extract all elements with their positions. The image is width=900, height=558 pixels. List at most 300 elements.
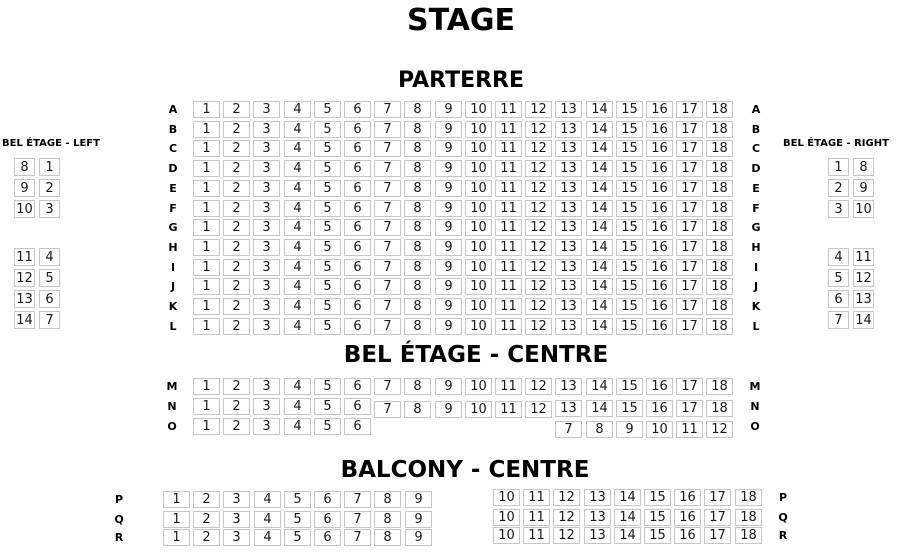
seat-parterre-d-3[interactable]: 3 — [253, 160, 280, 177]
seat-bel-etage-right-1[interactable]: 1 — [828, 158, 849, 176]
seat-parterre-b-17[interactable]: 17 — [676, 121, 703, 138]
seat-parterre-a-13[interactable]: 13 — [555, 101, 582, 118]
seat-parterre-b-3[interactable]: 3 — [253, 121, 280, 138]
seat-parterre-k-1[interactable]: 1 — [193, 298, 220, 315]
seat-bel-etage-left-8[interactable]: 8 — [14, 158, 35, 176]
seat-balcony-centre-q-1[interactable]: 1 — [163, 511, 190, 528]
seat-bel-etage-right-12[interactable]: 12 — [853, 269, 874, 287]
seat-parterre-b-10[interactable]: 10 — [465, 121, 492, 138]
seat-parterre-l-6[interactable]: 6 — [344, 318, 371, 335]
seat-parterre-e-10[interactable]: 10 — [465, 180, 492, 197]
seat-parterre-g-5[interactable]: 5 — [314, 219, 341, 236]
seat-balcony-centre-q-8[interactable]: 8 — [374, 511, 401, 528]
seat-parterre-j-3[interactable]: 3 — [253, 278, 280, 295]
seat-bel-etage-right-7[interactable]: 7 — [828, 311, 849, 329]
seat-parterre-f-5[interactable]: 5 — [314, 200, 341, 217]
seat-balcony-centre-p-13[interactable]: 13 — [584, 489, 611, 506]
seat-bel-etage-centre-n-16[interactable]: 16 — [646, 400, 673, 417]
seat-parterre-c-6[interactable]: 6 — [344, 140, 371, 157]
seat-balcony-centre-r-3[interactable]: 3 — [223, 529, 250, 546]
seat-bel-etage-centre-n-13[interactable]: 13 — [555, 400, 582, 417]
seat-parterre-e-7[interactable]: 7 — [374, 180, 401, 197]
seat-parterre-a-4[interactable]: 4 — [284, 101, 311, 118]
seat-bel-etage-centre-n-1[interactable]: 1 — [193, 398, 220, 415]
seat-parterre-e-1[interactable]: 1 — [193, 180, 220, 197]
seat-bel-etage-centre-n-6[interactable]: 6 — [344, 398, 371, 415]
seat-parterre-j-16[interactable]: 16 — [646, 278, 673, 295]
seat-parterre-k-10[interactable]: 10 — [465, 298, 492, 315]
seat-balcony-centre-r-2[interactable]: 2 — [193, 529, 220, 546]
seat-balcony-centre-r-10[interactable]: 10 — [493, 527, 520, 544]
seat-bel-etage-centre-m-17[interactable]: 17 — [676, 378, 703, 395]
seat-parterre-a-14[interactable]: 14 — [586, 101, 613, 118]
seat-parterre-d-17[interactable]: 17 — [676, 160, 703, 177]
seat-parterre-l-14[interactable]: 14 — [586, 318, 613, 335]
seat-parterre-e-15[interactable]: 15 — [616, 180, 643, 197]
seat-parterre-g-2[interactable]: 2 — [223, 219, 250, 236]
seat-parterre-c-15[interactable]: 15 — [616, 140, 643, 157]
seat-parterre-e-5[interactable]: 5 — [314, 180, 341, 197]
seat-bel-etage-centre-o-8[interactable]: 8 — [586, 421, 613, 438]
seat-balcony-centre-p-3[interactable]: 3 — [223, 491, 250, 508]
seat-bel-etage-centre-m-18[interactable]: 18 — [706, 378, 733, 395]
seat-parterre-g-7[interactable]: 7 — [374, 219, 401, 236]
seat-parterre-f-9[interactable]: 9 — [435, 200, 462, 217]
seat-balcony-centre-p-9[interactable]: 9 — [405, 491, 432, 508]
seat-parterre-j-10[interactable]: 10 — [465, 278, 492, 295]
seat-parterre-f-2[interactable]: 2 — [223, 200, 250, 217]
seat-balcony-centre-p-16[interactable]: 16 — [674, 489, 701, 506]
seat-parterre-d-16[interactable]: 16 — [646, 160, 673, 177]
seat-parterre-g-4[interactable]: 4 — [284, 219, 311, 236]
seat-parterre-d-2[interactable]: 2 — [223, 160, 250, 177]
seat-parterre-c-2[interactable]: 2 — [223, 140, 250, 157]
seat-balcony-centre-q-18[interactable]: 18 — [735, 509, 762, 526]
seat-balcony-centre-q-6[interactable]: 6 — [314, 511, 341, 528]
seat-parterre-d-1[interactable]: 1 — [193, 160, 220, 177]
seat-parterre-i-1[interactable]: 1 — [193, 259, 220, 276]
seat-parterre-f-10[interactable]: 10 — [465, 200, 492, 217]
seat-parterre-f-14[interactable]: 14 — [586, 200, 613, 217]
seat-bel-etage-centre-n-12[interactable]: 12 — [525, 401, 552, 418]
seat-parterre-c-10[interactable]: 10 — [465, 140, 492, 157]
seat-parterre-j-15[interactable]: 15 — [616, 278, 643, 295]
seat-parterre-a-7[interactable]: 7 — [374, 101, 401, 118]
seat-parterre-f-7[interactable]: 7 — [374, 200, 401, 217]
seat-parterre-f-13[interactable]: 13 — [555, 200, 582, 217]
seat-balcony-centre-r-16[interactable]: 16 — [674, 527, 701, 544]
seat-parterre-h-3[interactable]: 3 — [253, 239, 280, 256]
seat-bel-etage-centre-n-9[interactable]: 9 — [435, 401, 462, 418]
seat-bel-etage-centre-n-5[interactable]: 5 — [314, 398, 341, 415]
seat-parterre-j-9[interactable]: 9 — [435, 278, 462, 295]
seat-bel-etage-centre-n-14[interactable]: 14 — [586, 400, 613, 417]
seat-bel-etage-centre-m-5[interactable]: 5 — [314, 378, 341, 395]
seat-parterre-h-4[interactable]: 4 — [284, 239, 311, 256]
seat-parterre-b-6[interactable]: 6 — [344, 121, 371, 138]
seat-parterre-c-12[interactable]: 12 — [525, 140, 552, 157]
seat-balcony-centre-r-18[interactable]: 18 — [735, 527, 762, 544]
seat-parterre-h-7[interactable]: 7 — [374, 239, 401, 256]
seat-balcony-centre-p-17[interactable]: 17 — [704, 489, 731, 506]
seat-balcony-centre-q-16[interactable]: 16 — [674, 509, 701, 526]
seat-parterre-g-11[interactable]: 11 — [495, 219, 522, 236]
seat-parterre-l-3[interactable]: 3 — [253, 318, 280, 335]
seat-parterre-a-15[interactable]: 15 — [616, 101, 643, 118]
seat-parterre-l-8[interactable]: 8 — [404, 318, 431, 335]
seat-parterre-a-5[interactable]: 5 — [314, 101, 341, 118]
seat-parterre-c-14[interactable]: 14 — [586, 140, 613, 157]
seat-parterre-i-15[interactable]: 15 — [616, 259, 643, 276]
seat-parterre-e-3[interactable]: 3 — [253, 180, 280, 197]
seat-parterre-h-8[interactable]: 8 — [404, 239, 431, 256]
seat-balcony-centre-p-18[interactable]: 18 — [735, 489, 762, 506]
seat-parterre-d-7[interactable]: 7 — [374, 160, 401, 177]
seat-parterre-f-17[interactable]: 17 — [676, 200, 703, 217]
seat-parterre-e-11[interactable]: 11 — [495, 180, 522, 197]
seat-parterre-f-15[interactable]: 15 — [616, 200, 643, 217]
seat-parterre-h-5[interactable]: 5 — [314, 239, 341, 256]
seat-balcony-centre-p-4[interactable]: 4 — [254, 491, 281, 508]
seat-balcony-centre-r-8[interactable]: 8 — [374, 529, 401, 546]
seat-parterre-d-12[interactable]: 12 — [525, 160, 552, 177]
seat-parterre-a-6[interactable]: 6 — [344, 101, 371, 118]
seat-bel-etage-centre-n-15[interactable]: 15 — [616, 400, 643, 417]
seat-parterre-b-4[interactable]: 4 — [284, 121, 311, 138]
seat-parterre-d-5[interactable]: 5 — [314, 160, 341, 177]
seat-parterre-g-8[interactable]: 8 — [404, 219, 431, 236]
seat-parterre-h-17[interactable]: 17 — [676, 239, 703, 256]
seat-balcony-centre-p-10[interactable]: 10 — [493, 489, 520, 506]
seat-balcony-centre-r-15[interactable]: 15 — [644, 527, 671, 544]
seat-parterre-e-12[interactable]: 12 — [525, 180, 552, 197]
seat-bel-etage-right-9[interactable]: 9 — [853, 179, 874, 197]
seat-balcony-centre-p-12[interactable]: 12 — [553, 489, 580, 506]
seat-bel-etage-centre-n-11[interactable]: 11 — [495, 401, 522, 418]
seat-parterre-c-1[interactable]: 1 — [193, 140, 220, 157]
seat-bel-etage-centre-n-18[interactable]: 18 — [706, 400, 733, 417]
seat-bel-etage-centre-m-9[interactable]: 9 — [435, 378, 462, 395]
seat-bel-etage-left-5[interactable]: 5 — [39, 269, 60, 287]
seat-parterre-l-12[interactable]: 12 — [525, 318, 552, 335]
seat-bel-etage-centre-o-1[interactable]: 1 — [193, 418, 220, 435]
seat-bel-etage-centre-m-11[interactable]: 11 — [495, 378, 522, 395]
seat-parterre-c-13[interactable]: 13 — [555, 140, 582, 157]
seat-parterre-c-4[interactable]: 4 — [284, 140, 311, 157]
seat-parterre-b-8[interactable]: 8 — [404, 121, 431, 138]
seat-parterre-i-17[interactable]: 17 — [676, 259, 703, 276]
seat-bel-etage-left-10[interactable]: 10 — [14, 200, 35, 218]
seat-parterre-f-8[interactable]: 8 — [404, 200, 431, 217]
seat-parterre-h-6[interactable]: 6 — [344, 239, 371, 256]
seat-bel-etage-centre-o-4[interactable]: 4 — [284, 418, 311, 435]
seat-parterre-k-16[interactable]: 16 — [646, 298, 673, 315]
seat-parterre-h-10[interactable]: 10 — [465, 239, 492, 256]
seat-bel-etage-right-6[interactable]: 6 — [828, 290, 849, 308]
seat-parterre-b-7[interactable]: 7 — [374, 121, 401, 138]
seat-bel-etage-right-14[interactable]: 14 — [853, 311, 874, 329]
seat-balcony-centre-q-14[interactable]: 14 — [614, 509, 641, 526]
seat-parterre-i-16[interactable]: 16 — [646, 259, 673, 276]
seat-parterre-g-1[interactable]: 1 — [193, 219, 220, 236]
seat-parterre-g-12[interactable]: 12 — [525, 219, 552, 236]
seat-balcony-centre-r-11[interactable]: 11 — [523, 527, 550, 544]
seat-parterre-i-7[interactable]: 7 — [374, 259, 401, 276]
seat-parterre-f-6[interactable]: 6 — [344, 200, 371, 217]
seat-parterre-j-8[interactable]: 8 — [404, 278, 431, 295]
seat-parterre-i-14[interactable]: 14 — [586, 259, 613, 276]
seat-parterre-l-18[interactable]: 18 — [706, 318, 733, 335]
seat-bel-etage-left-6[interactable]: 6 — [39, 290, 60, 308]
seat-parterre-f-11[interactable]: 11 — [495, 200, 522, 217]
seat-parterre-h-16[interactable]: 16 — [646, 239, 673, 256]
seat-balcony-centre-p-1[interactable]: 1 — [163, 491, 190, 508]
seat-parterre-d-14[interactable]: 14 — [586, 160, 613, 177]
seat-balcony-centre-q-12[interactable]: 12 — [553, 509, 580, 526]
seat-parterre-k-15[interactable]: 15 — [616, 298, 643, 315]
seat-parterre-d-6[interactable]: 6 — [344, 160, 371, 177]
seat-parterre-i-8[interactable]: 8 — [404, 259, 431, 276]
seat-bel-etage-centre-m-14[interactable]: 14 — [586, 378, 613, 395]
seat-parterre-e-6[interactable]: 6 — [344, 180, 371, 197]
seat-balcony-centre-q-13[interactable]: 13 — [584, 509, 611, 526]
seat-parterre-l-4[interactable]: 4 — [284, 318, 311, 335]
seat-bel-etage-centre-m-2[interactable]: 2 — [223, 378, 250, 395]
seat-balcony-centre-p-5[interactable]: 5 — [284, 491, 311, 508]
seat-parterre-i-12[interactable]: 12 — [525, 259, 552, 276]
seat-bel-etage-right-11[interactable]: 11 — [853, 248, 874, 266]
seat-parterre-a-1[interactable]: 1 — [193, 101, 220, 118]
seat-bel-etage-centre-o-2[interactable]: 2 — [223, 418, 250, 435]
seat-bel-etage-left-11[interactable]: 11 — [14, 248, 35, 266]
seat-bel-etage-left-13[interactable]: 13 — [14, 290, 35, 308]
seat-bel-etage-centre-m-8[interactable]: 8 — [404, 378, 431, 395]
seat-parterre-h-11[interactable]: 11 — [495, 239, 522, 256]
seat-bel-etage-centre-m-15[interactable]: 15 — [616, 378, 643, 395]
seat-parterre-k-5[interactable]: 5 — [314, 298, 341, 315]
seat-parterre-a-17[interactable]: 17 — [676, 101, 703, 118]
seat-bel-etage-left-2[interactable]: 2 — [39, 179, 60, 197]
seat-bel-etage-centre-n-17[interactable]: 17 — [676, 400, 703, 417]
seat-bel-etage-left-14[interactable]: 14 — [14, 311, 35, 329]
seat-bel-etage-centre-m-13[interactable]: 13 — [555, 378, 582, 395]
seat-parterre-c-5[interactable]: 5 — [314, 140, 341, 157]
seat-parterre-c-18[interactable]: 18 — [706, 140, 733, 157]
seat-parterre-k-14[interactable]: 14 — [586, 298, 613, 315]
seat-parterre-i-13[interactable]: 13 — [555, 259, 582, 276]
seat-bel-etage-centre-o-3[interactable]: 3 — [253, 418, 280, 435]
seat-balcony-centre-p-11[interactable]: 11 — [523, 489, 550, 506]
seat-parterre-l-15[interactable]: 15 — [616, 318, 643, 335]
seat-parterre-i-18[interactable]: 18 — [706, 259, 733, 276]
seat-parterre-k-17[interactable]: 17 — [676, 298, 703, 315]
seat-parterre-b-11[interactable]: 11 — [495, 121, 522, 138]
seat-parterre-k-7[interactable]: 7 — [374, 298, 401, 315]
seat-bel-etage-centre-n-4[interactable]: 4 — [284, 398, 311, 415]
seat-parterre-h-12[interactable]: 12 — [525, 239, 552, 256]
seat-balcony-centre-r-4[interactable]: 4 — [254, 529, 281, 546]
seat-parterre-i-3[interactable]: 3 — [253, 259, 280, 276]
seat-parterre-k-12[interactable]: 12 — [525, 298, 552, 315]
seat-parterre-f-4[interactable]: 4 — [284, 200, 311, 217]
seat-bel-etage-right-13[interactable]: 13 — [853, 290, 874, 308]
seat-parterre-k-13[interactable]: 13 — [555, 298, 582, 315]
seat-balcony-centre-r-13[interactable]: 13 — [584, 527, 611, 544]
seat-parterre-l-9[interactable]: 9 — [435, 318, 462, 335]
seat-bel-etage-centre-o-6[interactable]: 6 — [344, 418, 371, 435]
seat-bel-etage-left-4[interactable]: 4 — [39, 248, 60, 266]
seat-parterre-h-13[interactable]: 13 — [555, 239, 582, 256]
seat-parterre-f-18[interactable]: 18 — [706, 200, 733, 217]
seat-parterre-j-13[interactable]: 13 — [555, 278, 582, 295]
seat-parterre-i-9[interactable]: 9 — [435, 259, 462, 276]
seat-parterre-l-1[interactable]: 1 — [193, 318, 220, 335]
seat-parterre-c-16[interactable]: 16 — [646, 140, 673, 157]
seat-balcony-centre-q-15[interactable]: 15 — [644, 509, 671, 526]
seat-parterre-f-3[interactable]: 3 — [253, 200, 280, 217]
seat-parterre-k-11[interactable]: 11 — [495, 298, 522, 315]
seat-parterre-b-12[interactable]: 12 — [525, 121, 552, 138]
seat-bel-etage-centre-n-7[interactable]: 7 — [374, 401, 401, 418]
seat-parterre-d-11[interactable]: 11 — [495, 160, 522, 177]
seat-parterre-f-16[interactable]: 16 — [646, 200, 673, 217]
seat-parterre-l-10[interactable]: 10 — [465, 318, 492, 335]
seat-bel-etage-left-7[interactable]: 7 — [39, 311, 60, 329]
seat-parterre-g-13[interactable]: 13 — [555, 219, 582, 236]
seat-balcony-centre-r-7[interactable]: 7 — [344, 529, 371, 546]
seat-balcony-centre-r-5[interactable]: 5 — [284, 529, 311, 546]
seat-parterre-b-13[interactable]: 13 — [555, 121, 582, 138]
seat-balcony-centre-q-7[interactable]: 7 — [344, 511, 371, 528]
seat-balcony-centre-r-1[interactable]: 1 — [163, 529, 190, 546]
seat-balcony-centre-r-17[interactable]: 17 — [704, 527, 731, 544]
seat-parterre-j-12[interactable]: 12 — [525, 278, 552, 295]
seat-bel-etage-centre-m-10[interactable]: 10 — [465, 378, 492, 395]
seat-parterre-d-15[interactable]: 15 — [616, 160, 643, 177]
seat-parterre-k-6[interactable]: 6 — [344, 298, 371, 315]
seat-parterre-d-4[interactable]: 4 — [284, 160, 311, 177]
seat-parterre-k-8[interactable]: 8 — [404, 298, 431, 315]
seat-bel-etage-centre-n-3[interactable]: 3 — [253, 398, 280, 415]
seat-parterre-g-18[interactable]: 18 — [706, 219, 733, 236]
seat-parterre-j-2[interactable]: 2 — [223, 278, 250, 295]
seat-parterre-l-13[interactable]: 13 — [555, 318, 582, 335]
seat-parterre-l-7[interactable]: 7 — [374, 318, 401, 335]
seat-balcony-centre-q-5[interactable]: 5 — [284, 511, 311, 528]
seat-parterre-j-17[interactable]: 17 — [676, 278, 703, 295]
seat-balcony-centre-q-4[interactable]: 4 — [254, 511, 281, 528]
seat-parterre-f-1[interactable]: 1 — [193, 200, 220, 217]
seat-parterre-g-6[interactable]: 6 — [344, 219, 371, 236]
seat-parterre-a-2[interactable]: 2 — [223, 101, 250, 118]
seat-parterre-k-4[interactable]: 4 — [284, 298, 311, 315]
seat-parterre-h-18[interactable]: 18 — [706, 239, 733, 256]
seat-bel-etage-centre-m-1[interactable]: 1 — [193, 378, 220, 395]
seat-parterre-b-5[interactable]: 5 — [314, 121, 341, 138]
seat-bel-etage-left-9[interactable]: 9 — [14, 179, 35, 197]
seat-bel-etage-centre-m-4[interactable]: 4 — [284, 378, 311, 395]
seat-parterre-a-9[interactable]: 9 — [435, 101, 462, 118]
seat-bel-etage-left-12[interactable]: 12 — [14, 269, 35, 287]
seat-parterre-l-16[interactable]: 16 — [646, 318, 673, 335]
seat-parterre-k-18[interactable]: 18 — [706, 298, 733, 315]
seat-balcony-centre-q-9[interactable]: 9 — [405, 511, 432, 528]
seat-parterre-l-2[interactable]: 2 — [223, 318, 250, 335]
seat-bel-etage-centre-n-8[interactable]: 8 — [404, 401, 431, 418]
seat-parterre-d-18[interactable]: 18 — [706, 160, 733, 177]
seat-bel-etage-centre-o-5[interactable]: 5 — [314, 418, 341, 435]
seat-parterre-j-11[interactable]: 11 — [495, 278, 522, 295]
seat-parterre-i-4[interactable]: 4 — [284, 259, 311, 276]
seat-parterre-a-8[interactable]: 8 — [404, 101, 431, 118]
seat-bel-etage-right-3[interactable]: 3 — [828, 200, 849, 218]
seat-parterre-c-7[interactable]: 7 — [374, 140, 401, 157]
seat-parterre-e-16[interactable]: 16 — [646, 180, 673, 197]
seat-bel-etage-centre-o-9[interactable]: 9 — [616, 421, 643, 438]
seat-parterre-g-10[interactable]: 10 — [465, 219, 492, 236]
seat-parterre-e-13[interactable]: 13 — [555, 180, 582, 197]
seat-balcony-centre-q-11[interactable]: 11 — [523, 509, 550, 526]
seat-balcony-centre-r-14[interactable]: 14 — [614, 527, 641, 544]
seat-parterre-j-4[interactable]: 4 — [284, 278, 311, 295]
seat-parterre-b-1[interactable]: 1 — [193, 121, 220, 138]
seat-balcony-centre-q-3[interactable]: 3 — [223, 511, 250, 528]
seat-parterre-c-3[interactable]: 3 — [253, 140, 280, 157]
seat-parterre-j-14[interactable]: 14 — [586, 278, 613, 295]
seat-parterre-l-5[interactable]: 5 — [314, 318, 341, 335]
seat-parterre-i-11[interactable]: 11 — [495, 259, 522, 276]
seat-parterre-g-15[interactable]: 15 — [616, 219, 643, 236]
seat-parterre-e-9[interactable]: 9 — [435, 180, 462, 197]
seat-parterre-h-1[interactable]: 1 — [193, 239, 220, 256]
seat-parterre-d-8[interactable]: 8 — [404, 160, 431, 177]
seat-parterre-i-6[interactable]: 6 — [344, 259, 371, 276]
seat-bel-etage-right-4[interactable]: 4 — [828, 248, 849, 266]
seat-parterre-l-11[interactable]: 11 — [495, 318, 522, 335]
seat-parterre-a-10[interactable]: 10 — [465, 101, 492, 118]
seat-parterre-b-14[interactable]: 14 — [586, 121, 613, 138]
seat-bel-etage-centre-o-12[interactable]: 12 — [706, 421, 733, 438]
seat-balcony-centre-r-12[interactable]: 12 — [553, 527, 580, 544]
seat-parterre-j-7[interactable]: 7 — [374, 278, 401, 295]
seat-balcony-centre-p-2[interactable]: 2 — [193, 491, 220, 508]
seat-parterre-g-14[interactable]: 14 — [586, 219, 613, 236]
seat-parterre-a-11[interactable]: 11 — [495, 101, 522, 118]
seat-parterre-g-17[interactable]: 17 — [676, 219, 703, 236]
seat-parterre-e-17[interactable]: 17 — [676, 180, 703, 197]
seat-parterre-e-4[interactable]: 4 — [284, 180, 311, 197]
seat-bel-etage-right-10[interactable]: 10 — [853, 200, 874, 218]
seat-parterre-c-11[interactable]: 11 — [495, 140, 522, 157]
seat-parterre-d-10[interactable]: 10 — [465, 160, 492, 177]
seat-bel-etage-left-3[interactable]: 3 — [39, 200, 60, 218]
seat-parterre-j-1[interactable]: 1 — [193, 278, 220, 295]
seat-parterre-a-16[interactable]: 16 — [646, 101, 673, 118]
seat-parterre-g-9[interactable]: 9 — [435, 219, 462, 236]
seat-bel-etage-centre-m-12[interactable]: 12 — [525, 378, 552, 395]
seat-parterre-a-3[interactable]: 3 — [253, 101, 280, 118]
seat-balcony-centre-q-10[interactable]: 10 — [493, 509, 520, 526]
seat-bel-etage-centre-m-3[interactable]: 3 — [253, 378, 280, 395]
seat-parterre-j-18[interactable]: 18 — [706, 278, 733, 295]
seat-bel-etage-centre-o-7[interactable]: 7 — [555, 421, 582, 438]
seat-balcony-centre-q-17[interactable]: 17 — [704, 509, 731, 526]
seat-parterre-f-12[interactable]: 12 — [525, 200, 552, 217]
seat-parterre-h-14[interactable]: 14 — [586, 239, 613, 256]
seat-bel-etage-right-8[interactable]: 8 — [853, 158, 874, 176]
seat-parterre-g-16[interactable]: 16 — [646, 219, 673, 236]
seat-parterre-h-15[interactable]: 15 — [616, 239, 643, 256]
